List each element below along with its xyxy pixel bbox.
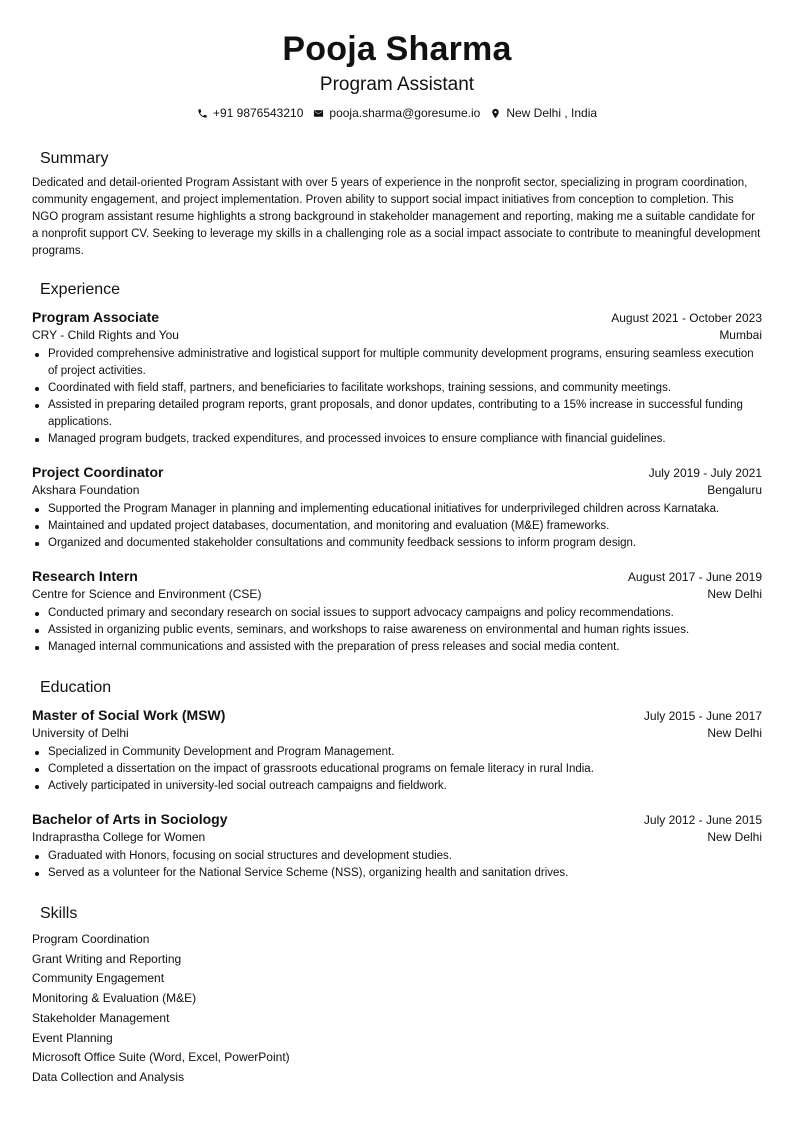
- job-bullets: [32, 605, 762, 656]
- skill-item: Program Coordination: [32, 932, 150, 946]
- location-text: New Delhi , India: [506, 106, 598, 120]
- job-role: Research Intern: [32, 568, 138, 584]
- list-item: Supported the Program Manager in planning and implementing educational initiatives for underprivileged children across Karnataka.: [48, 501, 762, 518]
- school-location: New Delhi: [707, 830, 762, 844]
- skill-item: Monitoring & Evaluation (M&E): [32, 991, 197, 1006]
- candidate-title: Program Assistant: [319, 74, 475, 95]
- education-bullets: [32, 848, 762, 882]
- education-bullets: [32, 744, 762, 795]
- list-item: Graduated with Honors, focusing on social structures and development studies.: [48, 848, 762, 865]
- experience-heading: Experience: [40, 281, 121, 298]
- education-entry: [32, 706, 762, 795]
- degree-name: Bachelor of Arts in Sociology: [32, 811, 228, 827]
- phone-icon: [197, 108, 208, 119]
- list-item: Assisted in preparing detailed program reports, grant proposals, and donor updates, contributing to a 15% increase in successful funding applications.: [48, 397, 762, 431]
- job-organization: Centre for Science and Environment (CSE): [32, 587, 262, 601]
- skill-item: Community Engagement: [32, 971, 165, 986]
- list-item: Managed internal communications and assisted with the preparation of press releases and social media content.: [48, 639, 762, 656]
- list-item: Maintained and updated project databases, documentation, and monitoring and evaluation (M&E) frameworks.: [48, 518, 762, 535]
- list-item: Completed a dissertation on the impact of grassroots educational programs on female literacy in rural India.: [48, 761, 762, 778]
- job-bullets: [32, 346, 762, 448]
- skill-item: Microsoft Office Suite (Word, Excel, PowerPoint): [32, 1050, 290, 1065]
- list-item: Specialized in Community Development and Program Management.: [48, 744, 762, 761]
- job-dates: July 2019 - July 2021: [648, 466, 762, 480]
- school-name: Indraprastha College for Women: [32, 830, 206, 844]
- job-role: Project Coordinator: [32, 464, 164, 480]
- skills-heading: Skills: [40, 905, 78, 922]
- candidate-name: Pooja Sharma: [282, 30, 512, 68]
- phone-text: +91 9876543210: [212, 106, 304, 120]
- contact-bar: [32, 105, 762, 121]
- list-item: Assisted in organizing public events, seminars, and workshops to raise awareness on environmental and human rights issues.: [48, 622, 762, 639]
- skill-item: Data Collection and Analysis: [32, 1069, 185, 1084]
- education-dates: July 2015 - June 2017: [643, 709, 762, 723]
- experience-entry: [32, 567, 762, 656]
- skill-item: Stakeholder Management: [32, 1010, 170, 1025]
- envelope-icon: [313, 108, 324, 119]
- list-item: Organized and documented stakeholder consultations and community feedback sessions to inform program design.: [48, 535, 762, 552]
- job-dates: August 2021 - October 2023: [611, 311, 762, 325]
- contact-location: [490, 105, 597, 121]
- experience-entry: [32, 308, 762, 448]
- education-entry: [32, 810, 762, 882]
- contact-email[interactable]: [313, 105, 480, 121]
- job-organization: CRY - Child Rights and You: [32, 328, 179, 342]
- summary-heading: Summary: [40, 150, 109, 167]
- skills-list: [32, 930, 762, 1088]
- experience-entry: [32, 463, 762, 552]
- degree-name: Master of Social Work (MSW): [32, 707, 226, 723]
- list-item: Actively participated in university-led social outreach campaigns and fieldwork.: [48, 778, 762, 795]
- skill-item: Grant Writing and Reporting: [32, 951, 182, 966]
- education-heading: Education: [40, 679, 112, 696]
- list-item: Provided comprehensive administrative and logistical support for multiple community development programs, ensuring seamless execution of project activities.: [48, 346, 762, 380]
- job-location: New Delhi: [707, 587, 762, 601]
- job-dates: August 2017 - June 2019: [627, 570, 762, 584]
- resume-header: [32, 0, 762, 121]
- job-bullets: [32, 501, 762, 552]
- list-item: Conducted primary and secondary research on social issues to support advocacy campaigns and policy recommendations.: [48, 605, 762, 622]
- contact-phone[interactable]: [197, 105, 303, 121]
- list-item: Managed program budgets, tracked expenditures, and processed invoices to ensure compliance with financial guidelines.: [48, 431, 762, 448]
- job-organization: Akshara Foundation: [32, 483, 140, 497]
- education-dates: July 2012 - June 2015: [643, 813, 762, 827]
- list-item: Served as a volunteer for the National Service Scheme (NSS), organizing health and sanitation drives.: [48, 865, 762, 882]
- job-role: Program Associate: [32, 309, 160, 325]
- skill-item: Event Planning: [32, 1030, 113, 1045]
- summary-text: Dedicated and detail-oriented Program Assistant with over 5 years of experience in the nonprofit sector, specializing in program coordination, community engagement, and project implementation. Proven ability to support social impact initiatives from conception to completion. This NGO program assistant resume highlights a strong background in stakeholder management and reporting, making me a suitable candidate for a nonprofit support CV. Seeking to leverage my skills in a challenging role as a social impact associate to contribute to meaningful development programs.: [32, 177, 761, 257]
- job-location: Mumbai: [719, 328, 762, 342]
- school-location: New Delhi: [707, 726, 762, 740]
- job-location: Bengaluru: [707, 483, 762, 497]
- map-pin-icon: [490, 108, 501, 119]
- list-item: Coordinated with field staff, partners, and beneficiaries to facilitate workshops, training sessions, and community meetings.: [48, 380, 762, 397]
- email-text: pooja.sharma@goresume.io: [329, 106, 481, 120]
- school-name: University of Delhi: [32, 726, 129, 740]
